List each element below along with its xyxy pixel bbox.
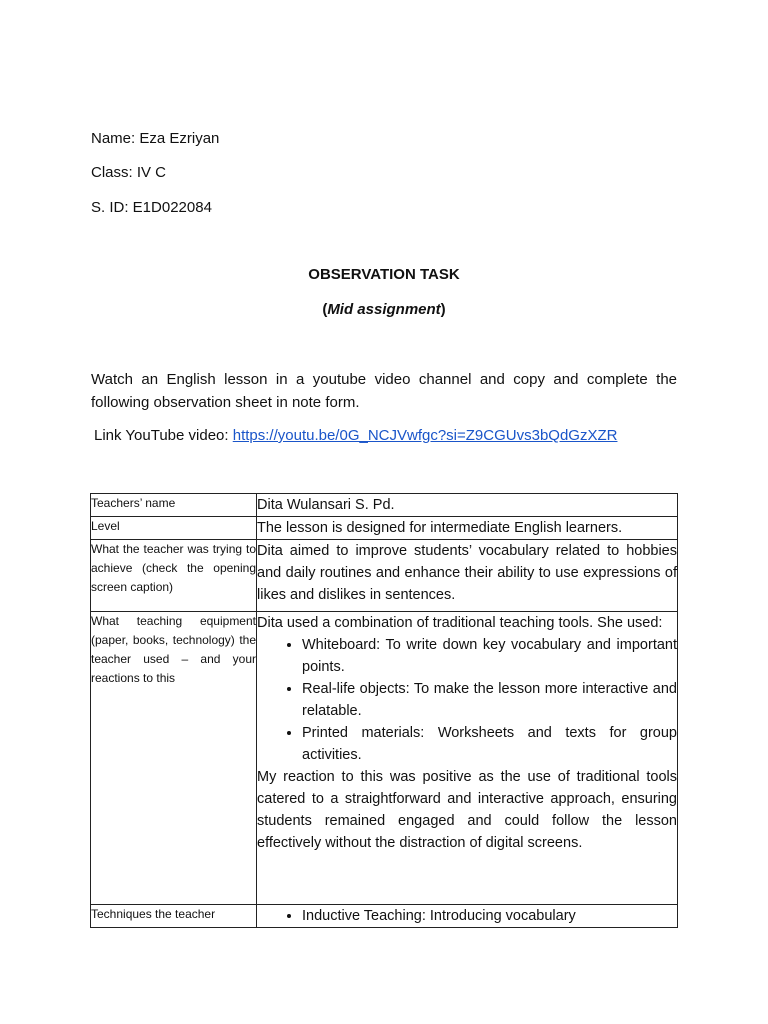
row-label: Level — [91, 517, 257, 540]
equipment-intro: Dita used a combination of traditional teaching tools. She used: — [257, 615, 663, 631]
list-item: • Inductive Teaching: Introducing vocabulary — [302, 905, 677, 927]
subtitle-italic-text: Mid assignment — [327, 301, 441, 318]
row-value: The lesson is designed for intermediate English learners. — [257, 517, 678, 540]
table-row — [91, 494, 678, 517]
row-value: Dita Wulansari S. Pd. — [257, 494, 678, 517]
row-value — [257, 905, 678, 928]
list-item: • Whiteboard: To write down key vocabulary and important points. — [302, 634, 677, 678]
document-subtitle — [0, 301, 768, 319]
row-label — [91, 905, 257, 928]
row-label: Teachers’ name — [91, 494, 257, 517]
subtitle-open-paren: ( — [322, 301, 328, 318]
instructions-paragraph: Watch an English lesson in a youtube video channel and copy and complete the following observation sheet in note form. — [91, 371, 677, 411]
student-id: S. ID: E1D022084 — [91, 199, 212, 216]
equipment-reaction: My reaction to this was positive as the use of traditional tools catered to a straightforward and interactive approach, ensuring students remained engaged and could follow the lesson effectively without the distraction of digital screens. — [257, 769, 677, 851]
row-value: Dita aimed to improve students’ vocabulary related to hobbies and daily routines and enhance their ability to use expressions of likes and dislikes in sentences. — [257, 540, 678, 612]
table-row — [91, 517, 678, 540]
video-link-line — [94, 427, 617, 445]
youtube-video-link[interactable]: https://youtu.be/0G_NCJVwfgc?si=Z9CGUvs3bQdGzXZR — [232, 427, 618, 444]
student-class: Class: IV C — [91, 164, 167, 181]
row-value — [257, 612, 678, 905]
row-label: What the teacher was trying to achieve (check the opening screen caption) — [91, 540, 257, 612]
subtitle-close-paren: ) — [440, 301, 446, 318]
row-label-text: Techniques the teacher — [91, 907, 216, 921]
video-link-label: Link YouTube video: — [94, 427, 233, 444]
observation-table — [90, 493, 678, 928]
list-item: • Real-life objects: To make the lesson more interactive and relatable. — [302, 678, 677, 722]
list-item: • Printed materials: Worksheets and texts for group activities. — [302, 722, 677, 766]
row-value-clip — [257, 905, 677, 927]
table-row — [91, 612, 678, 905]
document-title: OBSERVATION TASK — [308, 266, 460, 283]
table-row — [91, 540, 678, 612]
techniques-list — [257, 905, 677, 927]
row-label: What teaching equipment (paper, books, technology) the teacher used – and your reactions to this — [91, 612, 257, 905]
equipment-list — [257, 634, 677, 766]
table-row — [91, 905, 678, 928]
student-name: Name: Eza Ezriyan — [91, 130, 220, 147]
